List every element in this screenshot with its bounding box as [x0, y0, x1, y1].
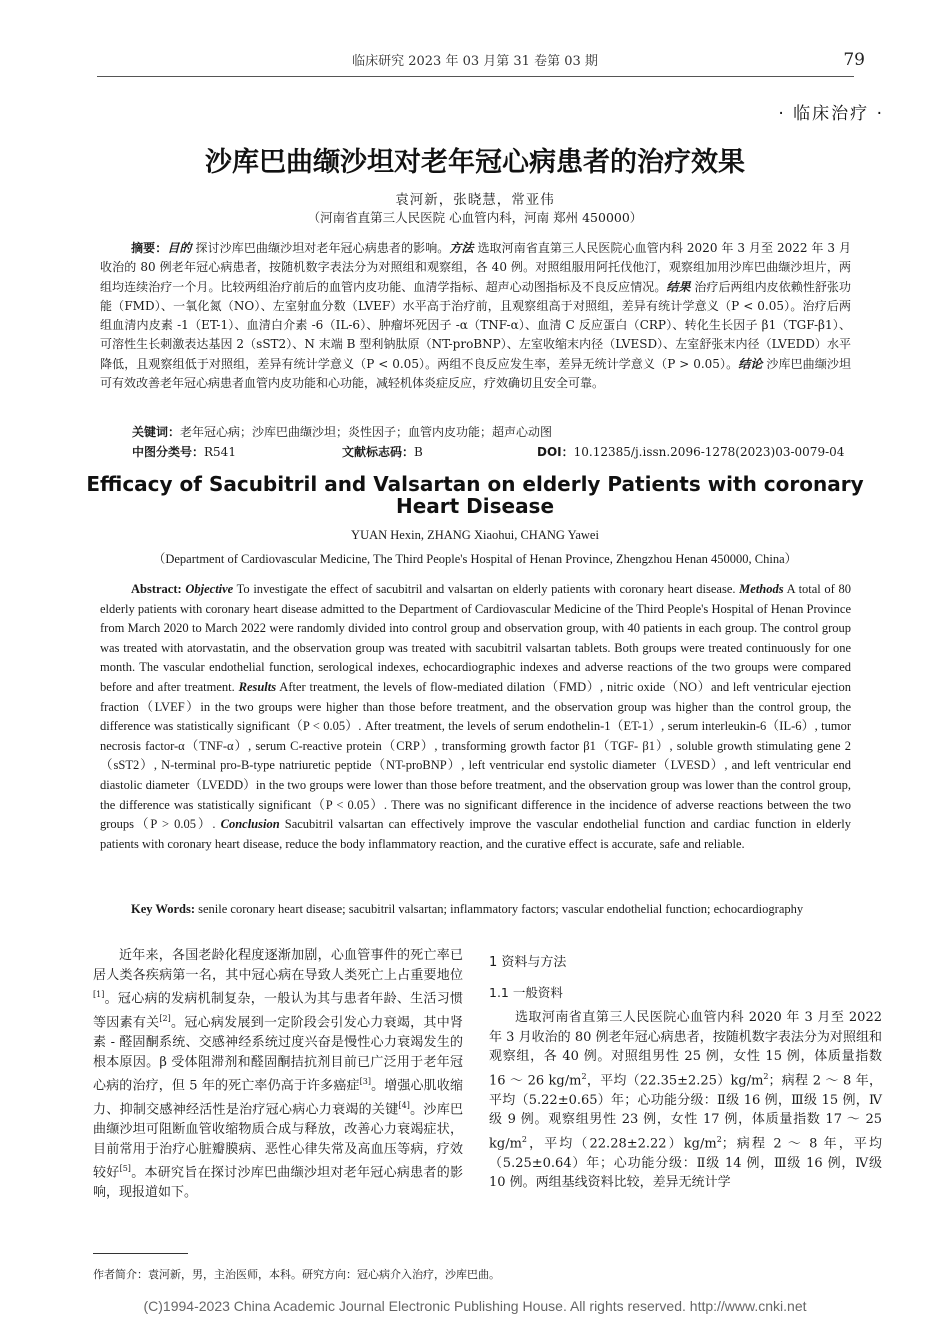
en-methods-label: Methods [739, 582, 784, 596]
page-number: 79 [843, 50, 865, 70]
ref-4: [4] [398, 1101, 410, 1111]
english-authors: YUAN Hexin, ZHANG Xiaohui, CHANG Yawei [351, 528, 599, 542]
en-conclusion-text: Sacubitril valsartan can effectively improve the vascular endothelial function and cardiac function in elderly patients with coronary heart disease, reduce the body inflammatory reaction, and the curative effect is accurate, safe and reliable. [100, 817, 851, 851]
en-abstract-label: Abstract: [131, 582, 182, 596]
author-footnote: 作者简介：袁河新，男，主治医师，本科。研究方向：冠心病介入治疗，沙库巴曲。 [93, 1268, 500, 1281]
chinese-authors: 袁河新，张晓慧，常亚伟 [395, 192, 555, 208]
chinese-title: 沙库巴曲缬沙坦对老年冠心病患者的治疗效果 [205, 147, 745, 178]
subsection-heading-general: 1.1 一般资料 [489, 985, 563, 1000]
en-objective-text: To investigate the effect of sacubitril and valsartan on elderly patients with coronary heart disease. [233, 582, 740, 596]
section-tag: · 临床治疗 · [778, 104, 884, 124]
en-results-label: Results [238, 679, 277, 694]
ref-1: [1] [93, 990, 105, 1000]
en-conclusion-label: Conclusion [220, 817, 280, 832]
english-affiliation: （Department of Cardiovascular Medicine, The Third People's Hospital of Henan Province, Zhengzhou Henan 450000, China） [152, 552, 798, 566]
keywords-label: 关键词： [132, 425, 181, 439]
abstract-label: 摘要： [131, 241, 168, 255]
keywords-text: 老年冠心病；沙库巴曲缬沙坦；炎性因子；血管内皮功能；超声心动图 [180, 425, 553, 439]
doi: DOI：10.12385/j.issn.2096-1278(2023)03-0079-04 [537, 445, 845, 459]
english-keywords [100, 900, 851, 920]
ref-3: [3] [359, 1077, 371, 1087]
ref-5: [5] [119, 1164, 131, 1174]
results-text: 治疗后两组内皮依赖性舒张功能（FMD）、一氧化氮（NO）、左室射血分数（LVEF）水平高于治疗前，且观察组高于对照组，差异有统计学意义（P < 0.05）。治疗后两组血清内皮素 -1（ET-1）、血清白介素 -6（IL-6）、肿瘤坏死因子 -α（TNF-α）、血清 C 反应蛋白（CRP）、转化生长因子 β1（TGF-β1）、可溶性生长刺激表达基因 2（sST2）、N 末端 B 型利钠肽原（NT-proBNP）、左室收缩末内径（LVESD）、左室舒张末内径（LVEDD）水平降低，且观察组低于对照组，差异有统计学意义（P < 0.05）。两组不良反应发生率，差异无统计学意义（P > 0.05）。 [100, 279, 851, 371]
general-data-paragraph: 选取河南省直第三人民医院心血管内科 2020 年 3 月至 2022 年 3 月收治的 80 例老年冠心病患者，按随机数字表法分为对照组和观察组，各 40 例。对照组男性 25 例，女性 15 例，体质量指数 16 ～ 26 $kg/m^2$，平均$(22.35\pm 2.25)kg/m^2$；病程 2 ～ 8 年，平均（5.22±0.65）年；心功能分级：Ⅱ级 16 例，Ⅲ级 15 例，Ⅳ级 9 例。观察组男性 23 例，女性 17 例，体质量指数 17 ～ 25 $kg/m^2$，平均$(22.28\pm 2.22)kg/m^2$；病程 2 ～ 8 年，平均（5.25±0.64）年；心功能分级：Ⅱ级 14 例，Ⅲ级 16 例，Ⅳ级 10 例。两组基线资料比较，差异无统计学 [489, 1010, 882, 1191]
classification-row [132, 443, 851, 461]
chinese-abstract [100, 239, 851, 393]
class-number: 中图分类号：R541 [132, 445, 236, 459]
en-methods-text: A total of 80 elderly patients with coronary heart disease admitted to the Department of Cardiovascular Medicine of the Third People's Hospital of Henan Province from March 2020 to March 2022 were randomly divided into control group and observation group, with 40 patients in each group. The control group was treated with atorvastatin, and the observation group was treated with sacubitril valsartan tablets. Both groups were treated continuously for one month. The vascular endothelial function, serological indexes, echocardiographic indexes and adverse reactions of the two groups were compared before and after treatment. [100, 582, 852, 694]
methods-label: 方法 [449, 241, 474, 255]
header-divider [97, 76, 854, 77]
results-label: 结果 [666, 279, 691, 294]
methods-text: 选取河南省直第三人民医院心血管内科 2020 年 3 月至 2022 年 3 月收治的 80 例老年冠心病患者，按随机数字表法分为对照组和观察组，各 40 例。对照组服用阿托伐他汀，观察组加用沙库巴曲缬沙坦片，两组均连续治疗一个月。比较两组治疗前后的血管内皮功能、血清学指标、超声心动图指标及不良反应情况。 [100, 241, 851, 294]
chinese-keywords [132, 423, 851, 440]
introduction-paragraph: 近年来，各国老龄化程度逐渐加剧，心血管事件的死亡率已居人类各疾病第一名，其中冠心病在导致人类死亡上占重要地位[1]。冠心病的发病机制复杂，一般认为其与患者年龄、生活习惯等因素有关[2]。冠心病发展到一定阶段会引发心力衰竭，其中肾素 - 醛固酮系统、交感神经系统过度兴奋是慢性心力衰竭发生的根本原因。β 受体阻滞剂和醛固酮拮抗剂目前已广泛用于老年冠心病的治疗，但 5 年的死亡率仍高于许多癌症[3]。增强心肌收缩力、抑制交感神经活性是治疗冠心病心力衰竭的关键[4]。沙库巴曲缬沙坦可阻断血管收缩物质合成与释放，改善心力衰竭症状，目前常用于治疗心脏瓣膜病、恶性心律失常及高血压等病，疗效较好[5]。本研究旨在探讨沙库巴曲缬沙坦对老年冠心病患者的影响，现报道如下。 [93, 948, 463, 1201]
conclusion-label: 结论 [738, 356, 763, 371]
en-keywords-label: Key Words: [131, 902, 196, 916]
objective-text: 探讨沙库巴曲缬沙坦对老年冠心病患者的影响。 [191, 241, 450, 255]
english-abstract [100, 580, 851, 854]
en-results-text: After treatment, the levels of flow-mediated dilation（FMD）, nitric oxide（NO）and left ventricular ejection fraction（LVEF）in the two groups were higher than those before treatment, and the observation group was higher than the control group, the difference was statistically significant（P < 0.05）. After treatment, the levels of serum endothelin-1（ET-1）, serum interleukin-6（IL-6）, tumor necrosis factor-α（TNF-α）, serum C-reactive protein（CRP）, transforming growth factor β1（TGF- β1）, soluble growth stimulating gene 2（sST2）, N-terminal pro-B-type natriuretic peptide（NT-proBNP）, left ventricular end systolic diameter（LVESD）, and left ventricular end diastolic diameter（LVEDD）in the two groups were lower than those before treatment, and the observation group was lower than the control group, the difference was statistically significant（P < 0.05）. There was no significant difference in the incidence of adverse reactions between the two groups（P > 0.05）. [100, 679, 851, 832]
ref-2: [2] [159, 1014, 171, 1024]
en-keywords-text: senile coronary heart disease; sacubitril valsartan; inflammatory factors; vascular endothelial function; echocardiography [195, 902, 804, 916]
objective-label: 目的 [167, 241, 192, 255]
document-code: 文献标志码：B [342, 445, 423, 459]
chinese-affiliation: （河南省直第三人民医院 心血管内科，河南 郑州 450000） [307, 210, 643, 225]
section-heading-methods: 1 资料与方法 [489, 955, 567, 970]
en-objective-label: Objective [185, 582, 234, 596]
journal-header: 临床研究 2023 年 03 月第 31 卷第 03 期 [352, 54, 598, 69]
conclusion-text: 沙库巴曲缬沙坦可有效改善老年冠心病患者血管内皮功能和心功能，减轻机体炎症反应，疗效确切且安全可靠。 [100, 356, 851, 391]
english-title: Efficacy of Sacubitril and Valsartan on elderly Patients with coronary Heart Disease [86, 472, 864, 518]
footnote-divider [93, 1253, 188, 1254]
copyright-watermark: (C)1994-2023 China Academic Journal Electronic Publishing House. All rights reserved. http://www.cnki.net [143, 1298, 807, 1314]
